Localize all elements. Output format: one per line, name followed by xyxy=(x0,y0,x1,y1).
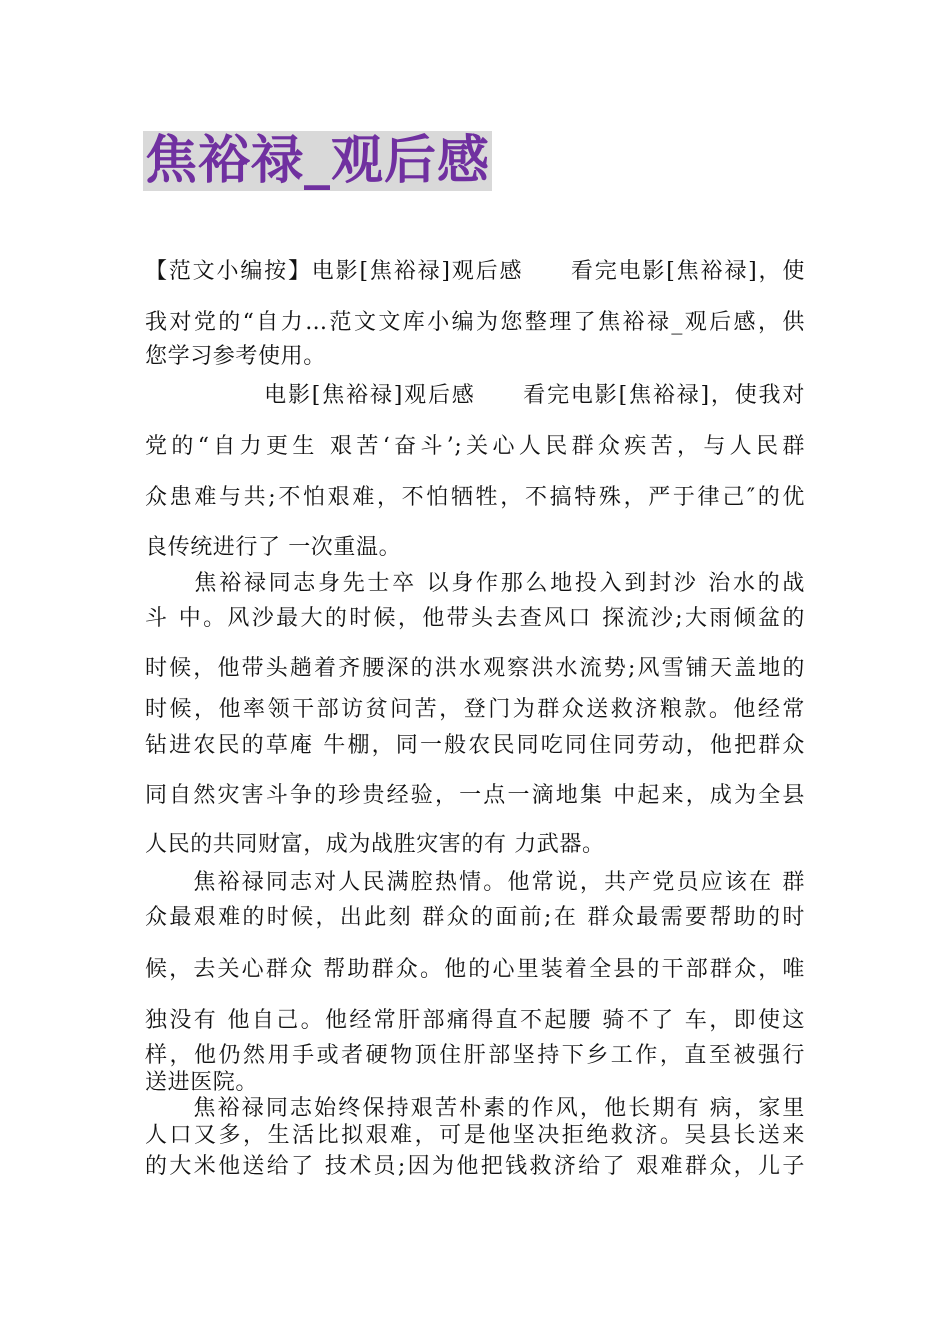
text-line: 众最艰难的时候，出此刻 群众的面前;在 群众最需要帮助的时 xyxy=(145,905,805,930)
text-line: 斗 中。风沙最大的时候，他带头去查风口 探流沙;大雨倾盆的 xyxy=(145,606,805,631)
text-line: 电影[焦裕禄]观后感 看完电影[焦裕禄]，使我对 xyxy=(145,383,805,408)
document-title: 焦裕禄_观后感 xyxy=(145,131,491,191)
text-line: 焦裕禄同志对人民满腔热情。他常说，共产党员应该在 群 xyxy=(145,870,805,895)
text-line: 候，去关心群众 帮助群众。他的心里装着全县的干部群众，唯 xyxy=(145,957,805,982)
text-line: 【范文小编按】电影[焦裕禄]观后感 看完电影[焦裕禄]，使 xyxy=(145,259,805,284)
text-line: 人民的共同财富，成为战胜灾害的有 力武器。 xyxy=(145,832,605,857)
text-line: 党的“自力更生 艰苦‘奋斗’;关心人民群众疾苦，与人民群 xyxy=(145,434,805,459)
text-line: 良传统进行了 一次重温。 xyxy=(145,535,402,560)
text-line: 焦裕禄同志始终保持艰苦朴素的作风，他长期有 病，家里 xyxy=(145,1096,805,1121)
text-line: 钻进农民的草庵 牛棚，同一般农民同吃同住同劳动，他把群众 xyxy=(145,733,805,758)
text-line: 时候，他带头趟着齐腰深的洪水观察洪水流势;风雪铺天盖地的 xyxy=(145,656,805,681)
text-line: 众患难与共;不怕艰难，不怕牺牲，不搞特殊，严于律己″的优 xyxy=(145,485,805,510)
text-line: 焦裕禄同志身先士卒 以身作那么地投入到封沙 治水的战 xyxy=(145,571,805,596)
text-line: 的大米他送给了 技术员;因为他把钱救济给了 艰难群众，儿子 xyxy=(145,1154,805,1179)
text-line: 同自然灾害斗争的珍贵经验，一点一滴地集 中起来，成为全县 xyxy=(145,783,805,808)
text-line: 人口又多，生活比拟艰难，可是他坚决拒绝救济。吴县长送来 xyxy=(145,1123,805,1148)
text-line: 您学习参考使用。 xyxy=(145,344,326,369)
text-line: 我对党的“自力…范文文库小编为您整理了焦裕禄_观后感，供 xyxy=(145,310,805,335)
text-line: 时候，他率领干部访贫问苦，登门为群众送救济粮款。他经常 xyxy=(145,697,805,722)
text-line: 样，他仍然用手或者硬物顶住肝部坚持下乡工作，直至被强行 xyxy=(145,1043,805,1068)
text-line: 独没有 他自己。他经常肝部痛得直不起腰 骑不了 车，即使这 xyxy=(145,1008,805,1033)
text-line: 送进医院。 xyxy=(145,1070,259,1095)
